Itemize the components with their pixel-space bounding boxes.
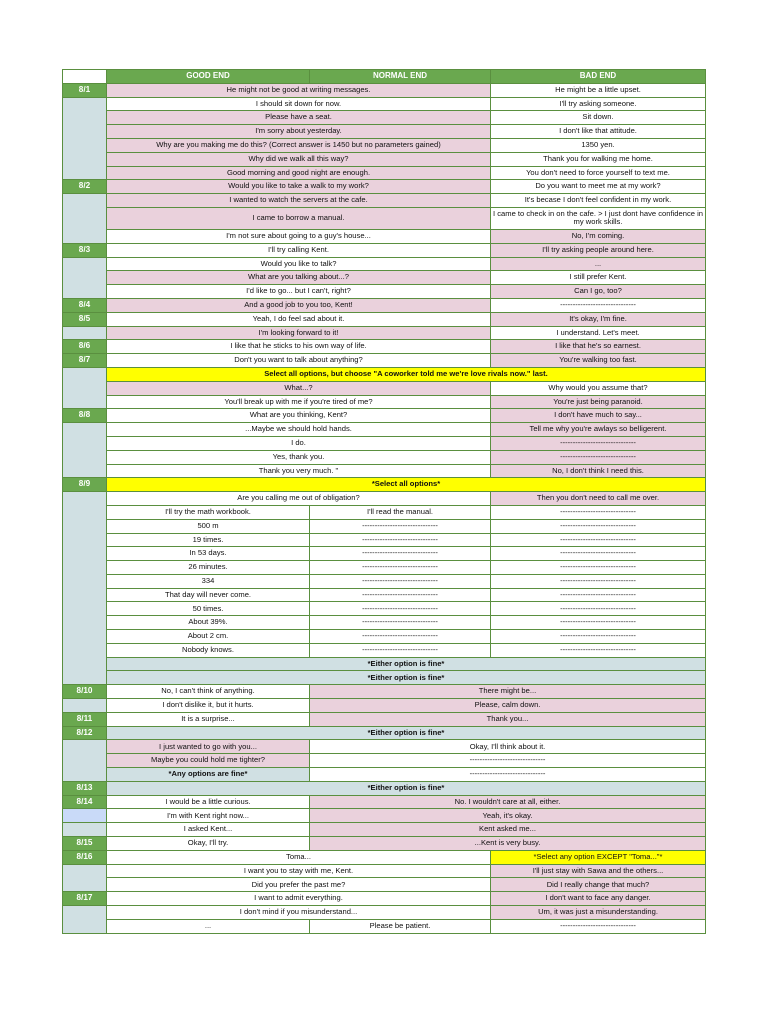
day-label: 8/5 bbox=[63, 312, 107, 326]
normal-choice: Please be patient. bbox=[310, 919, 491, 933]
table-row bbox=[63, 533, 706, 547]
bad-choice: ------------------------------ bbox=[491, 505, 706, 519]
table-row bbox=[63, 257, 706, 271]
good-choice: I would be a little curious. bbox=[107, 795, 310, 809]
bad-end-header: BAD END bbox=[491, 70, 706, 84]
table-row bbox=[63, 602, 706, 616]
table-row bbox=[63, 781, 706, 795]
good-choice: Maybe you could hold me tighter? bbox=[107, 754, 310, 768]
table-row bbox=[63, 712, 706, 726]
bad-choice: It's okay, I'm fine. bbox=[491, 312, 706, 326]
bad-choice: No, I'm coming. bbox=[491, 229, 706, 243]
day-label: 8/1 bbox=[63, 83, 107, 97]
good-choice: I do. bbox=[107, 436, 491, 450]
bad-choice: Yeah, it's okay. bbox=[310, 809, 706, 823]
good-choice: I want to admit everything. bbox=[107, 892, 491, 906]
table-row bbox=[63, 312, 706, 326]
table-row bbox=[63, 699, 706, 713]
table-row bbox=[63, 726, 706, 740]
good-choice: 26 minutes. bbox=[107, 561, 310, 575]
table-row bbox=[63, 97, 706, 111]
day-spacer bbox=[63, 906, 107, 934]
bad-choice: Tell me why you're awlays so belligerent. bbox=[491, 423, 706, 437]
table-row bbox=[63, 671, 706, 685]
day-label: 8/4 bbox=[63, 298, 107, 312]
day-spacer bbox=[63, 97, 107, 180]
good-choice: Why did we walk all this way? bbox=[107, 152, 491, 166]
day-spacer bbox=[63, 367, 107, 408]
table-row bbox=[63, 298, 706, 312]
good-choice: About 2 cm. bbox=[107, 630, 310, 644]
either-note: *Either option is fine* bbox=[107, 781, 706, 795]
bad-choice: Kent asked me... bbox=[310, 823, 706, 837]
normal-choice: ------------------------------ bbox=[310, 643, 491, 657]
day-label: 8/3 bbox=[63, 243, 107, 257]
table-row bbox=[63, 111, 706, 125]
good-choice: I'd like to go... but I can't, right? bbox=[107, 285, 491, 299]
day-label: 8/7 bbox=[63, 354, 107, 368]
table-row bbox=[63, 809, 706, 823]
table-row bbox=[63, 561, 706, 575]
bad-choice: No, I don't think I need this. bbox=[491, 464, 706, 478]
table-row bbox=[63, 754, 706, 768]
bad-choice: Please, calm down. bbox=[310, 699, 706, 713]
header-row bbox=[63, 70, 706, 84]
bad-choice: Why would you assume that? bbox=[491, 381, 706, 395]
normal-choice: ------------------------------ bbox=[310, 616, 491, 630]
bad-choice: You're walking too fast. bbox=[491, 354, 706, 368]
good-choice: You'll break up with me if you're tired of me? bbox=[107, 395, 491, 409]
table-row bbox=[63, 505, 706, 519]
day-spacer bbox=[63, 740, 107, 781]
day-spacer bbox=[63, 823, 107, 837]
bad-choice: ------------------------------ bbox=[491, 519, 706, 533]
good-choice: Yeah, I do feel sad about it. bbox=[107, 312, 491, 326]
good-choice: Don't you want to talk about anything? bbox=[107, 354, 491, 368]
normal-choice: ------------------------------ bbox=[310, 547, 491, 561]
table-row bbox=[63, 207, 706, 229]
table-row bbox=[63, 795, 706, 809]
normal-choice: ------------------------------ bbox=[310, 588, 491, 602]
table-row bbox=[63, 906, 706, 920]
good-choice: I'll try calling Kent. bbox=[107, 243, 491, 257]
bad-choice: Thank you for walking me home. bbox=[491, 152, 706, 166]
normal-end-header: NORMAL END bbox=[310, 70, 491, 84]
instruction-note: Select all options, but choose "A coworker told me we're love rivals now." last. bbox=[107, 367, 706, 381]
table-row bbox=[63, 166, 706, 180]
good-choice: 500 m bbox=[107, 519, 310, 533]
day-label: 8/8 bbox=[63, 409, 107, 423]
table-row bbox=[63, 464, 706, 478]
good-choice: What...? bbox=[107, 381, 491, 395]
table-row bbox=[63, 326, 706, 340]
bad-choice: ------------------------------ bbox=[491, 919, 706, 933]
table-row bbox=[63, 630, 706, 644]
bad-choice: I don't have much to say... bbox=[491, 409, 706, 423]
day-label: 8/16 bbox=[63, 850, 107, 864]
day-spacer bbox=[63, 423, 107, 478]
bad-choice: ------------------------------ bbox=[491, 574, 706, 588]
bad-choice: ------------------------------ bbox=[491, 602, 706, 616]
bad-choice: There might be... bbox=[310, 685, 706, 699]
bad-choice: Then you don't need to call me over. bbox=[491, 492, 706, 506]
table-row bbox=[63, 547, 706, 561]
good-choice: I'll try the math workbook. bbox=[107, 505, 310, 519]
good-choice: Okay, I'll try. bbox=[107, 837, 310, 851]
either-note: *Either option is fine* bbox=[107, 726, 706, 740]
bad-choice: ------------------------------ bbox=[491, 436, 706, 450]
table-row bbox=[63, 588, 706, 602]
bad-choice: I still prefer Kent. bbox=[491, 271, 706, 285]
good-choice: That day will never come. bbox=[107, 588, 310, 602]
table-row bbox=[63, 740, 706, 754]
good-choice: I came to borrow a manual. bbox=[107, 207, 491, 229]
bad-choice: ...Kent is very busy. bbox=[310, 837, 706, 851]
table-row bbox=[63, 194, 706, 208]
good-choice: Good morning and good night are enough. bbox=[107, 166, 491, 180]
day-spacer bbox=[63, 864, 107, 892]
day-spacer bbox=[63, 257, 107, 298]
day-spacer bbox=[63, 492, 107, 685]
choices-table bbox=[62, 69, 706, 934]
table-row bbox=[63, 823, 706, 837]
day-label: 8/14 bbox=[63, 795, 107, 809]
good-choice: Thank you very much. " bbox=[107, 464, 491, 478]
good-choice: Did you prefer the past me? bbox=[107, 878, 491, 892]
good-choice: I don't mind if you misunderstand... bbox=[107, 906, 491, 920]
instruction-note: *Select all options* bbox=[107, 478, 706, 492]
good-choice: Are you calling me out of obligation? bbox=[107, 492, 491, 506]
table-row bbox=[63, 180, 706, 194]
good-choice: I'm sorry about yesterday. bbox=[107, 125, 491, 139]
good-choice: Nobody knows. bbox=[107, 643, 310, 657]
bad-choice: ------------------------------ bbox=[491, 630, 706, 644]
table-row bbox=[63, 616, 706, 630]
bad-choice: I understand. Let's meet. bbox=[491, 326, 706, 340]
day-label: 8/15 bbox=[63, 837, 107, 851]
good-choice: ... bbox=[107, 919, 310, 933]
table-row bbox=[63, 285, 706, 299]
bad-choice: ------------------------------ bbox=[491, 616, 706, 630]
table-row bbox=[63, 354, 706, 368]
bad-choice: I'll just stay with Sawa and the others... bbox=[491, 864, 706, 878]
table-row bbox=[63, 878, 706, 892]
bad-choice: Thank you... bbox=[310, 712, 706, 726]
bad-choice: ------------------------------ bbox=[491, 450, 706, 464]
good-choice: 19 times. bbox=[107, 533, 310, 547]
table-row bbox=[63, 892, 706, 906]
good-choice: I'm not sure about going to a guy's house... bbox=[107, 229, 491, 243]
bad-choice: It's becase I don't feel confident in my work. bbox=[491, 194, 706, 208]
bad-choice: ------------------------------ bbox=[491, 643, 706, 657]
table-row bbox=[63, 125, 706, 139]
table-row bbox=[63, 395, 706, 409]
table-row bbox=[63, 409, 706, 423]
good-choice: I wanted to watch the servers at the cafe. bbox=[107, 194, 491, 208]
good-choice: I should sit down for now. bbox=[107, 97, 491, 111]
table-row bbox=[63, 138, 706, 152]
bad-choice: ------------------------------ bbox=[491, 588, 706, 602]
day-label: 8/6 bbox=[63, 340, 107, 354]
table-row bbox=[63, 837, 706, 851]
good-choice: About 39%. bbox=[107, 616, 310, 630]
table-row bbox=[63, 768, 706, 782]
day-spacer bbox=[63, 194, 107, 244]
table-row bbox=[63, 436, 706, 450]
good-choice: Would you like to talk? bbox=[107, 257, 491, 271]
good-choice: Why are you making me do this? (Correct answer is 1450 but no parameters gained) bbox=[107, 138, 491, 152]
table-row bbox=[63, 478, 706, 492]
good-choice: What are you thinking, Kent? bbox=[107, 409, 491, 423]
normal-choice: ------------------------------ bbox=[310, 561, 491, 575]
table-row bbox=[63, 83, 706, 97]
table-row bbox=[63, 450, 706, 464]
table-row bbox=[63, 574, 706, 588]
good-choice: I'm looking forward to it! bbox=[107, 326, 491, 340]
normal-choice: ------------------------------ bbox=[310, 533, 491, 547]
bad-choice: Can I go, too? bbox=[491, 285, 706, 299]
good-choice: 50 times. bbox=[107, 602, 310, 616]
bad-choice: Um, it was just a misunderstanding. bbox=[491, 906, 706, 920]
table-row bbox=[63, 643, 706, 657]
either-note: *Either option is fine* bbox=[107, 671, 706, 685]
good-choice: I don't dislike it, but it hurts. bbox=[107, 699, 310, 713]
day-label: 8/13 bbox=[63, 781, 107, 795]
day-spacer bbox=[63, 326, 107, 340]
good-choice: In 53 days. bbox=[107, 547, 310, 561]
bad-choice: ------------------------------ bbox=[310, 754, 706, 768]
good-choice: ...Maybe we should hold hands. bbox=[107, 423, 491, 437]
good-choice: What are you talking about...? bbox=[107, 271, 491, 285]
table-row bbox=[63, 367, 706, 381]
instruction-note: *Select any option EXCEPT "Toma..."* bbox=[491, 850, 706, 864]
table-row bbox=[63, 919, 706, 933]
good-end-header: GOOD END bbox=[107, 70, 310, 84]
bad-choice: I'll try asking someone. bbox=[491, 97, 706, 111]
day-label: 8/17 bbox=[63, 892, 107, 906]
good-choice: I asked Kent... bbox=[107, 823, 310, 837]
any-note: *Any options are fine* bbox=[107, 768, 310, 782]
bad-choice: I don't want to face any danger. bbox=[491, 892, 706, 906]
good-choice: Yes, thank you. bbox=[107, 450, 491, 464]
good-choice: Would you like to take a walk to my work? bbox=[107, 180, 491, 194]
day-label: 8/10 bbox=[63, 685, 107, 699]
good-choice: Toma... bbox=[107, 850, 491, 864]
day-label: 8/2 bbox=[63, 180, 107, 194]
bad-choice: I like that he's so earnest. bbox=[491, 340, 706, 354]
table-row bbox=[63, 519, 706, 533]
good-choice: He might not be good at writing messages. bbox=[107, 83, 491, 97]
good-choice: I like that he sticks to his own way of life. bbox=[107, 340, 491, 354]
bad-choice: Did I really change that much? bbox=[491, 878, 706, 892]
normal-choice: ------------------------------ bbox=[310, 574, 491, 588]
bad-choice: No. I wouldn't care at all, either. bbox=[310, 795, 706, 809]
bad-choice: 1350 yen. bbox=[491, 138, 706, 152]
good-choice: 334 bbox=[107, 574, 310, 588]
table-row bbox=[63, 271, 706, 285]
bad-choice: I don't like that attitude. bbox=[491, 125, 706, 139]
normal-choice: ------------------------------ bbox=[310, 519, 491, 533]
table-row bbox=[63, 381, 706, 395]
good-choice: I want you to stay with me, Kent. bbox=[107, 864, 491, 878]
good-choice: Please have a seat. bbox=[107, 111, 491, 125]
normal-choice: ------------------------------ bbox=[310, 602, 491, 616]
day-label: 8/12 bbox=[63, 726, 107, 740]
bad-choice: You're just being paranoid. bbox=[491, 395, 706, 409]
table-row bbox=[63, 864, 706, 878]
bad-choice: Sit down. bbox=[491, 111, 706, 125]
bad-choice: I came to check in on the cafe. > I just dont have confidence in my work skills. bbox=[491, 207, 706, 229]
good-choice: It is a surprise... bbox=[107, 712, 310, 726]
table-row bbox=[63, 850, 706, 864]
day-label: 8/11 bbox=[63, 712, 107, 726]
normal-choice: I'll read the manual. bbox=[310, 505, 491, 519]
bad-choice: He might be a little upset. bbox=[491, 83, 706, 97]
bad-choice: ... bbox=[491, 257, 706, 271]
day-spacer bbox=[63, 809, 107, 823]
bad-choice: I'll try asking people around here. bbox=[491, 243, 706, 257]
good-choice: And a good job to you too, Kent! bbox=[107, 298, 491, 312]
good-choice: I'm with Kent right now... bbox=[107, 809, 310, 823]
good-choice: No, I can't think of anything. bbox=[107, 685, 310, 699]
table-row bbox=[63, 492, 706, 506]
bad-choice: Okay, I'll think about it. bbox=[310, 740, 706, 754]
bad-choice: ------------------------------ bbox=[491, 561, 706, 575]
bad-choice: You don't need to force yourself to text me. bbox=[491, 166, 706, 180]
day-spacer bbox=[63, 699, 107, 713]
table-row bbox=[63, 243, 706, 257]
table-row bbox=[63, 152, 706, 166]
bad-choice: ------------------------------ bbox=[491, 547, 706, 561]
table-row bbox=[63, 340, 706, 354]
table-row bbox=[63, 657, 706, 671]
bad-choice: Do you want to meet me at my work? bbox=[491, 180, 706, 194]
either-note: *Either option is fine* bbox=[107, 657, 706, 671]
day-label: 8/9 bbox=[63, 478, 107, 492]
table-row bbox=[63, 423, 706, 437]
good-choice: I just wanted to go with you... bbox=[107, 740, 310, 754]
table-row bbox=[63, 229, 706, 243]
bad-choice: ------------------------------ bbox=[491, 298, 706, 312]
bad-choice: ------------------------------ bbox=[310, 768, 706, 782]
corner-cell bbox=[63, 70, 107, 84]
table-row bbox=[63, 685, 706, 699]
bad-choice: ------------------------------ bbox=[491, 533, 706, 547]
normal-choice: ------------------------------ bbox=[310, 630, 491, 644]
